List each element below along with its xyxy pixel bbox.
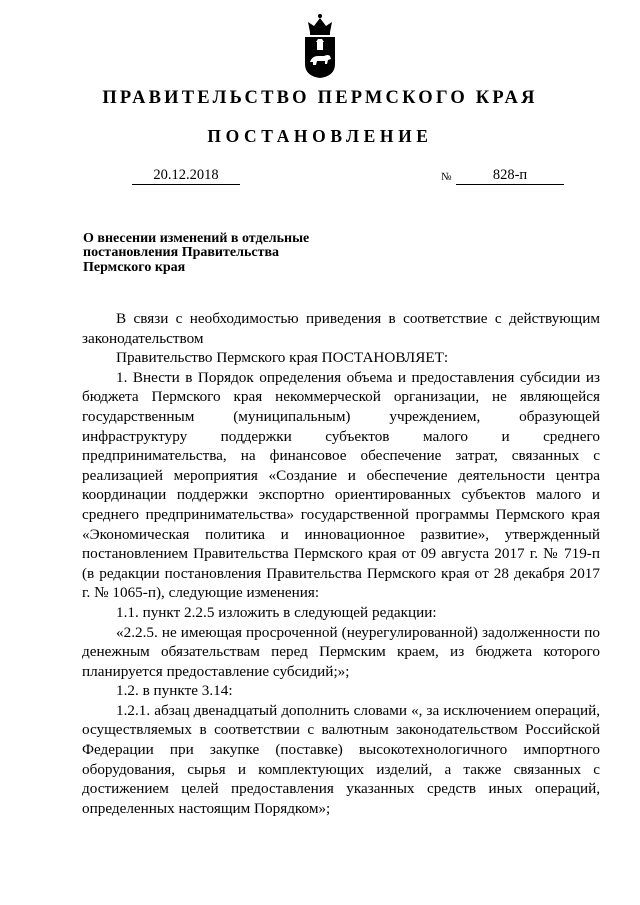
body-paragraph: 1.1. пункт 2.2.5 изложить в следующей редакции:: [116, 603, 437, 621]
document-date: 20.12.2018: [132, 166, 240, 185]
subject-line: Пермского края: [83, 259, 186, 275]
perm-krai-coat-of-arms-icon: [300, 12, 340, 80]
document-subject: [83, 232, 353, 275]
document-type: ПОСТАНОВЛЕНИЕ: [207, 126, 433, 146]
body-paragraph: 1. Внести в Порядок определения объема и предоставления субсидии из бюджета Пермского края некоммерческой организации, не являющейся государственным (муниципальным) учреждением, образующей инфраструктуру поддержки субъектов малого и среднего предпринимательства, на финансовое обеспечение затрат, связанных с реализацией мероприятия «Создание и обеспечение деятельности центра координации поддержки экспортно ориентированных субъектов малого и среднего предпринимательства» государственной программы Пермского края «Экономическая политика и инновационное развитие», утвержденный постановлением Правительства Пермского края от 09 августа 2017 г. № 719-п (в редакции постановления Правительства Пермского края от 28 декабря 2017 г. № 1065-п), следующие изменения:: [82, 368, 600, 602]
subject-line: О внесении изменений в отдельные: [83, 231, 310, 246]
organization-title: ПРАВИТЕЛЬСТВО ПЕРМСКОГО КРАЯ: [102, 88, 538, 108]
document-body: [82, 309, 600, 818]
body-paragraph: Правительство Пермского края ПОСТАНОВЛЯЕТ:: [116, 349, 449, 367]
body-paragraph: В связи с необходимостью приведения в соответствие с действующим законодательством: [82, 310, 600, 347]
document-number: 828-п: [456, 166, 564, 185]
body-paragraph: 1.2. в пункте 3.14:: [116, 682, 233, 700]
body-paragraph: 1.2.1. абзац двенадцатый дополнить словами «, за исключением операций, осуществляемых в соответствии с валютным законодательством Российской Федерации при закупке (поставке) высокотехнологичного импортного оборудования, сырья и комплектующих изделий, а также связанных с достижением целей предоставления указанных средств иных операций, определенных настоящим Порядком»;: [82, 701, 600, 817]
subject-line: постановления Правительства: [83, 245, 279, 261]
body-paragraph: «2.2.5. не имеющая просроченной (неурегулированной) задолженности по денежным обязательствам перед Пермским краем, из бюджета которого планируется предоставление субсидий;»;: [82, 623, 600, 680]
number-label: №: [441, 171, 452, 183]
